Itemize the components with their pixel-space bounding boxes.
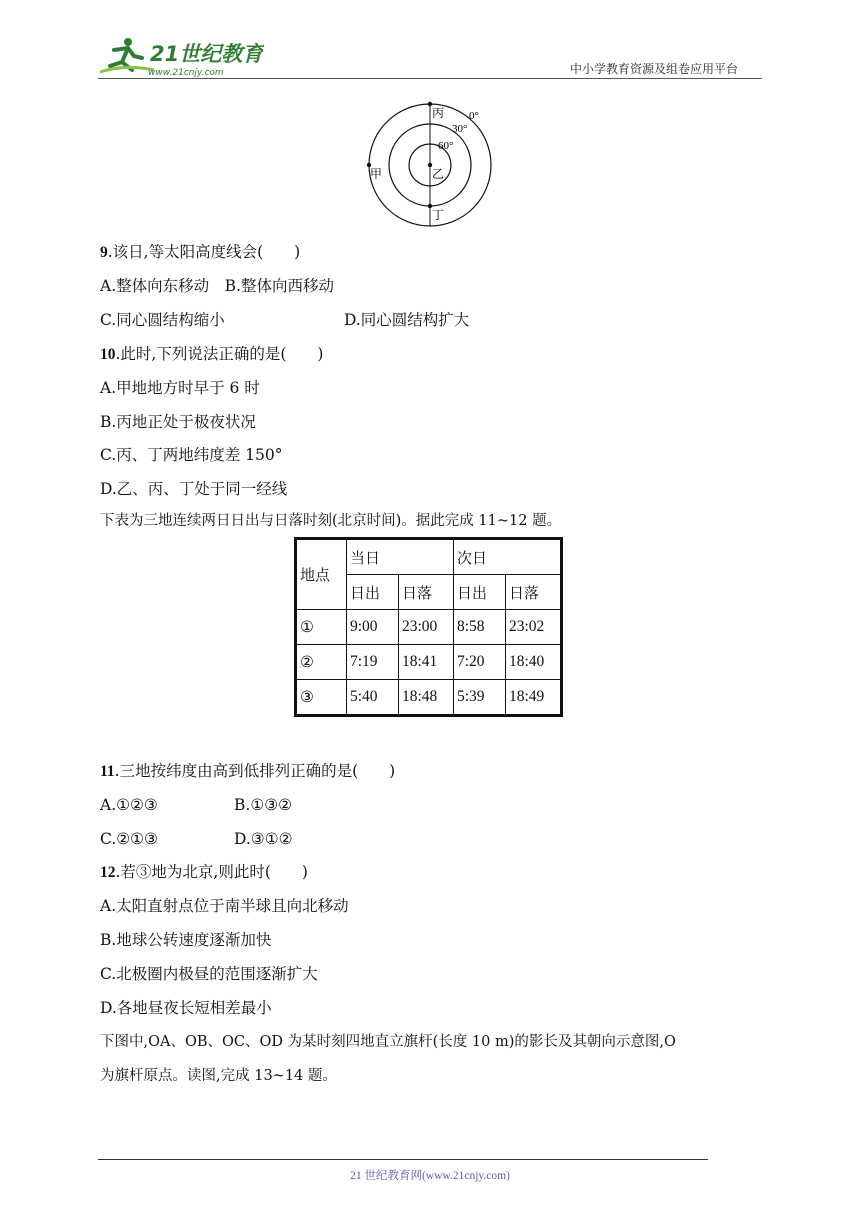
label-60-deg: 60° <box>438 140 454 152</box>
cell-sunset-1: 18:48 <box>399 680 454 716</box>
option-a: A.①②③ <box>100 796 158 814</box>
intro-13-14-line1: 下图中,OA、OB、OC、OD 为某时刻四地直立旗杆(长度 10 m)的影长及其朝向示意图,O <box>100 1034 676 1050</box>
option-c: C.同心圆结构缩小 <box>100 311 225 329</box>
cell-place: ① <box>296 610 347 645</box>
question-number: 12 <box>100 864 116 881</box>
cell-place: ② <box>296 645 347 680</box>
cell-sunrise-2: 7:20 <box>454 645 506 680</box>
option-d: D.乙、丙、丁处于同一经线 <box>100 480 288 498</box>
option-c: C.北极圈内极昼的范围逐渐扩大 <box>100 965 318 983</box>
question-text: .该日,等太阳高度线会( ) <box>107 243 301 261</box>
label-30-deg: 30° <box>452 123 468 135</box>
question-text: .三地按纬度由高到低排列正确的是( ) <box>114 762 396 780</box>
question-number: 10 <box>100 346 116 363</box>
cell-sunset-2: 18:49 <box>506 680 562 716</box>
sunrise-sunset-table <box>294 537 563 717</box>
question-12 <box>100 862 308 883</box>
question-text: .此时,下列说法正确的是( ) <box>115 345 324 363</box>
header-divider <box>98 78 762 79</box>
question-10 <box>100 344 323 365</box>
runner-icon <box>100 38 154 72</box>
intro-11-12: 下表为三地连续两日日出与日落时刻(北京时间)。据此完成 11~12 题。 <box>100 513 562 529</box>
intro-13-14-line2: 为旗杆原点。读图,完成 13~14 题。 <box>100 1068 337 1084</box>
option-b: B.丙地正处于极夜状况 <box>100 413 256 431</box>
option-a: A.甲地地方时早于 6 时 <box>100 379 260 397</box>
platform-name: 中小学教育资源及组卷应用平台 <box>570 62 739 76</box>
cell-place: ③ <box>296 680 347 716</box>
cell-sunrise-2: 5:39 <box>454 680 506 716</box>
option-c: C.②①③ <box>100 830 158 848</box>
cell-sunrise-1: 5:40 <box>347 680 399 716</box>
label-ding: 丁 <box>432 208 445 222</box>
table-row <box>296 645 562 680</box>
header-sunrise: 日出 <box>347 575 399 610</box>
label-jia: 甲 <box>370 167 383 181</box>
header-sunset: 日落 <box>506 575 562 610</box>
cell-sunrise-1: 9:00 <box>347 610 399 645</box>
option-b: B.整体向西移动 <box>224 277 334 295</box>
cell-sunset-1: 18:41 <box>399 645 454 680</box>
option-d: D.同心圆结构扩大 <box>344 311 470 329</box>
option-d: D.③①② <box>234 830 293 848</box>
option-b: B.地球公转速度逐渐加快 <box>100 931 272 949</box>
question-number: 11 <box>100 763 115 780</box>
option-b: B.①③② <box>234 796 293 814</box>
question-number: 9 <box>100 244 108 261</box>
header-sunset: 日落 <box>399 575 454 610</box>
cell-sunrise-2: 8:58 <box>454 610 506 645</box>
header-place: 地点 <box>296 539 347 610</box>
cell-sunset-1: 23:00 <box>399 610 454 645</box>
table-row <box>296 610 562 645</box>
header-sunrise: 日出 <box>454 575 506 610</box>
cell-sunset-2: 18:40 <box>506 645 562 680</box>
header-day2: 次日 <box>454 539 562 575</box>
cell-sunset-2: 23:02 <box>506 610 562 645</box>
question-text: .若③地为北京,则此时( ) <box>115 863 308 881</box>
option-a: A.太阳直射点位于南半球且向北移动 <box>100 897 349 915</box>
logo-title: 21世纪教育 <box>150 42 264 66</box>
option-a: A.整体向东移动 <box>100 277 210 295</box>
question-9 <box>100 242 300 263</box>
option-d: D.各地昼夜长短相差最小 <box>100 999 272 1017</box>
cell-sunrise-1: 7:19 <box>347 645 399 680</box>
label-0-deg: 0° <box>469 110 479 122</box>
sun-altitude-diagram <box>360 98 500 230</box>
option-c: C.丙、丁两地纬度差 150° <box>100 446 283 464</box>
site-logo <box>94 36 264 80</box>
logo-url: www.21cnjy.com <box>148 68 224 78</box>
footer-source: 21 世纪教育网(www.21cnjy.com) <box>350 1170 510 1182</box>
footer-divider <box>98 1159 708 1160</box>
label-yi: 乙 <box>432 167 445 181</box>
question-11 <box>100 761 395 782</box>
header-day1: 当日 <box>347 539 454 575</box>
table-row <box>296 680 562 716</box>
option-row <box>100 276 334 296</box>
label-bing: 丙 <box>432 106 445 120</box>
